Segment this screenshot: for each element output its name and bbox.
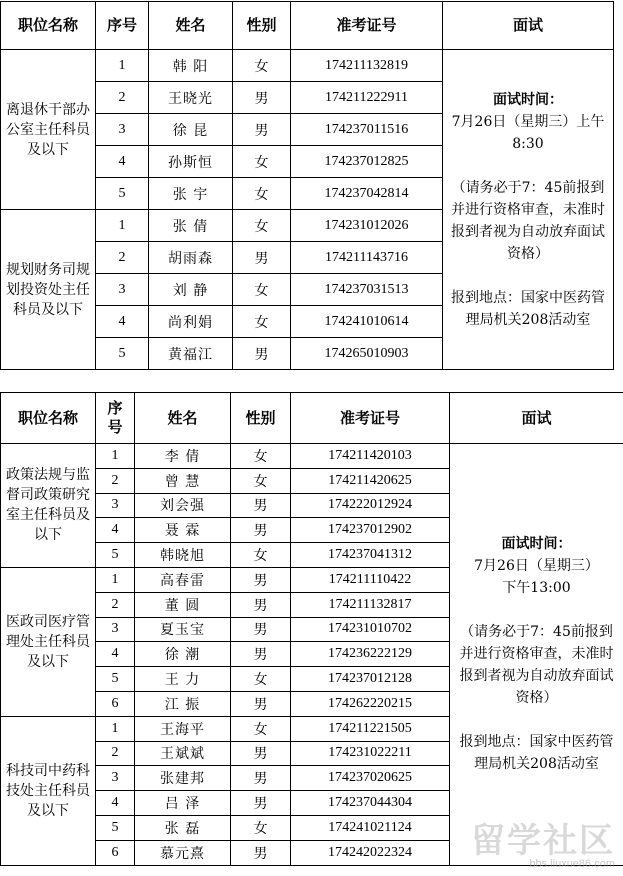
gender-cell: 男 [233,242,291,274]
position-cell: 科技司中药科技处主任科员及以下 [1,716,96,865]
gender-cell: 男 [233,338,291,370]
seq-cell: 5 [96,543,135,568]
header-interview: 面试 [450,393,623,444]
position-cell: 离退休干部办公室主任科员及以下 [1,50,96,210]
exam-id-cell: 174211221505 [291,716,450,741]
name-cell: 胡雨森 [149,242,233,274]
exam-id-cell: 174211143716 [291,242,443,274]
seq-cell: 4 [96,642,135,667]
seq-cell: 1 [96,210,149,242]
gender-cell: 男 [233,82,291,114]
spacer [456,599,617,621]
gender-cell: 女 [233,50,291,82]
gender-cell: 男 [231,642,291,667]
seq-cell: 4 [96,518,135,543]
seq-cell: 2 [96,82,149,114]
header-position: 职位名称 [1,393,96,444]
header-gender: 性别 [231,393,291,444]
seq-cell: 6 [96,691,135,716]
interview-time-label: 面试时间： [493,91,563,108]
gender-cell: 女 [231,716,291,741]
header-exam-id: 准考证号 [291,2,443,50]
exam-id-cell: 174237044304 [291,791,450,816]
seq-cell: 5 [96,667,135,692]
seq-cell: 2 [96,592,135,617]
exam-id-cell: 174237012128 [291,667,450,692]
gender-cell: 女 [233,146,291,178]
seq-cell: 5 [96,338,149,370]
seq-cell: 1 [96,50,149,82]
exam-id-cell: 174237041312 [291,543,450,568]
interview-note: （请务必于7：45前报到并进行资格审查，未准时报到者视为自动放弃面试资格） [459,624,614,707]
gender-cell: 男 [231,766,291,791]
spacer [449,265,607,287]
seq-cell: 2 [96,741,135,766]
header-name: 姓名 [135,393,231,444]
gender-cell: 男 [231,567,291,592]
position-cell: 医政司医疗管理处主任科员及以下 [1,567,96,716]
name-cell: 高春雷 [135,567,231,592]
name-cell: 徐 昆 [149,114,233,146]
exam-id-cell: 174211222911 [291,82,443,114]
exam-id-cell: 174231022211 [291,741,450,766]
gender-cell: 女 [231,468,291,493]
seq-cell: 5 [96,815,135,840]
exam-id-cell: 174211110422 [291,567,450,592]
exam-id-cell: 174211132819 [291,50,443,82]
seq-cell: 4 [96,146,149,178]
name-cell: 聂 霖 [135,518,231,543]
table-row [1,50,614,82]
seq-cell: 1 [96,444,135,469]
seq-cell: 4 [96,306,149,338]
exam-id-cell: 174211132817 [291,592,450,617]
seq-cell: 3 [96,274,149,306]
name-cell: 徐 潮 [135,642,231,667]
name-cell: 张建邦 [135,766,231,791]
interview-time: 7月26日（星期三） [474,558,599,575]
header-exam-id: 准考证号 [291,393,450,444]
exam-id-cell: 174231010702 [291,617,450,642]
gender-cell: 男 [231,791,291,816]
exam-id-cell: 174237012902 [291,518,450,543]
name-cell: 慕元熹 [135,840,231,865]
watermark-url: bbs.liuxue86.com [529,858,615,870]
seq-cell: 2 [96,468,135,493]
name-cell: 张 磊 [135,815,231,840]
position-cell: 规划财务司规划投资处主任科员及以下 [1,210,96,370]
interview-info-cell [450,444,623,866]
exam-id-cell: 174241010614 [291,306,443,338]
name-cell: 曾 慧 [135,468,231,493]
exam-id-cell: 174237020625 [291,766,450,791]
interview-table-2 [0,392,623,866]
exam-id-cell: 174211420103 [291,444,450,469]
name-cell: 刘会强 [135,493,231,518]
position-cell: 政策法规与监督司政策研究室主任科员及以下 [1,444,96,568]
interview-time-label: 面试时间： [501,536,572,553]
gender-cell: 男 [231,691,291,716]
seq-cell: 3 [96,766,135,791]
header-gender: 性别 [233,2,291,50]
gender-cell: 男 [231,741,291,766]
exam-id-cell: 174236222129 [291,642,450,667]
exam-id-cell: 174265010903 [291,338,443,370]
exam-id-cell: 174222012924 [291,493,450,518]
header-position: 职位名称 [1,2,96,50]
gender-cell: 女 [231,667,291,692]
header-interview: 面试 [443,2,614,50]
watermark [471,821,615,870]
interview-location: 报到地点：国家中医药管理局机关208活动室 [451,289,605,328]
name-cell: 刘 静 [149,274,233,306]
name-cell: 张 宇 [149,178,233,210]
gender-cell: 男 [231,592,291,617]
name-cell: 王斌斌 [135,741,231,766]
watermark-logo: 留学社区 [471,821,615,861]
seq-cell: 5 [96,178,149,210]
interview-time-period: 下午13:00 [502,580,571,597]
seq-cell: 2 [96,242,149,274]
header-seq: 序号 [96,2,149,50]
name-cell: 江 振 [135,691,231,716]
header-seq: 序号 [96,393,135,444]
interview-location: 报到地点：国家中医药管理局机关208活动室 [459,734,614,773]
gender-cell: 男 [231,518,291,543]
exam-id-cell: 174262220215 [291,691,450,716]
exam-id-cell: 174242022324 [291,840,450,865]
name-cell: 尚利娟 [149,306,233,338]
gender-cell: 女 [231,543,291,568]
name-cell: 韩 阳 [149,50,233,82]
interview-table-1 [0,1,614,370]
gender-cell: 女 [233,210,291,242]
exam-id-cell: 174241021124 [291,815,450,840]
name-cell: 黄福江 [149,338,233,370]
table-2-body [1,444,623,866]
name-cell: 吕 泽 [135,791,231,816]
seq-cell: 1 [96,716,135,741]
gender-cell: 男 [231,617,291,642]
seq-cell: 3 [96,114,149,146]
seq-cell: 3 [96,617,135,642]
interview-time: 7月26日（星期三）上午8:30 [451,113,605,152]
spacer [449,155,607,177]
interview-note: （请务必于7：45前报到并进行资格审查，未准时报到者视为自动放弃面试资格） [451,179,605,262]
interview-info-cell [443,50,614,370]
seq-cell: 1 [96,567,135,592]
name-cell: 王晓光 [149,82,233,114]
gender-cell: 男 [231,493,291,518]
gender-cell: 女 [233,178,291,210]
table-1-body [1,50,614,370]
exam-id-cell: 174237031513 [291,274,443,306]
exam-id-cell: 174231012026 [291,210,443,242]
header-name: 姓名 [149,2,233,50]
name-cell: 董 圆 [135,592,231,617]
seq-cell: 6 [96,840,135,865]
seq-cell: 3 [96,493,135,518]
exam-id-cell: 174211420625 [291,468,450,493]
name-cell: 韩晓旭 [135,543,231,568]
gender-cell: 女 [231,444,291,469]
name-cell: 李 倩 [135,444,231,469]
exam-id-cell: 174237042814 [291,178,443,210]
name-cell: 张 倩 [149,210,233,242]
exam-id-cell: 174237012825 [291,146,443,178]
gender-cell: 男 [231,840,291,865]
seq-cell: 4 [96,791,135,816]
gender-cell: 女 [231,815,291,840]
gender-cell: 男 [233,114,291,146]
name-cell: 王 力 [135,667,231,692]
table-row [1,444,623,469]
gender-cell: 女 [233,274,291,306]
gender-cell: 女 [233,306,291,338]
spacer [456,709,617,731]
name-cell: 孙斯恒 [149,146,233,178]
name-cell: 夏玉宝 [135,617,231,642]
name-cell: 王海平 [135,716,231,741]
exam-id-cell: 174237011516 [291,114,443,146]
